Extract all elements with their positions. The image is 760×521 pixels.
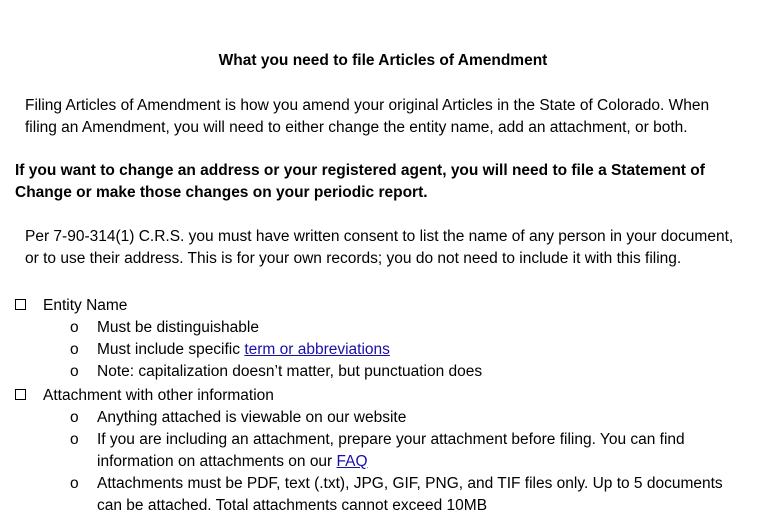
list-item-text: Anything attached is viewable on our website <box>97 409 407 426</box>
bullet-marker: o <box>70 363 79 380</box>
page-title: What you need to file Articles of Amendment <box>218 52 548 69</box>
list-item-text: Attachments must be PDF, text (.txt), JPG, GIF, PNG, and TIF files only. Up to 5 documents can be attached. Total attachments cannot exceed 10MB <box>97 475 723 514</box>
entity-name-checkbox[interactable] <box>15 299 26 310</box>
bullet-marker: o <box>70 409 79 426</box>
attachment-label: Attachment with other information <box>43 387 274 404</box>
list-item-text: Note: capitalization doesn’t matter, but punctuation does <box>97 363 483 380</box>
attachment-checkbox[interactable] <box>15 389 26 400</box>
list-item-text-with-link <box>97 339 737 361</box>
intro-paragraph: Filing Articles of Amendment is how you amend your original Articles in the State of Colorado. When filing an Amendment, you will need to either change the entity name, add an attachment, or both. <box>25 97 710 136</box>
list-item-text: Must include specific <box>97 341 245 358</box>
faq-link[interactable]: FAQ <box>336 453 368 470</box>
list-item-text: Must be distinguishable <box>97 319 259 336</box>
consent-paragraph: Per 7-90-314(1) C.R.S. you must have written consent to list the name of any person in your document, or to use their address. This is for your own records; you do not need to include it with this filing. <box>25 228 734 267</box>
list-item-text: If you are including an attachment, prepare your attachment before filing. You can find information on attachments on our <box>97 431 685 470</box>
notice-paragraph: If you want to change an address or your registered agent, you will need to file a Statement of Change or make those changes on your periodic report. <box>15 162 705 201</box>
bullet-marker: o <box>70 341 79 358</box>
entity-name-label: Entity Name <box>43 297 128 314</box>
bullet-marker: o <box>70 319 79 336</box>
list-item-text-with-link <box>97 429 737 473</box>
bullet-marker: o <box>70 431 79 448</box>
bullet-marker: o <box>70 475 79 492</box>
terms-abbreviations-link[interactable]: term or abbreviations <box>244 341 390 358</box>
